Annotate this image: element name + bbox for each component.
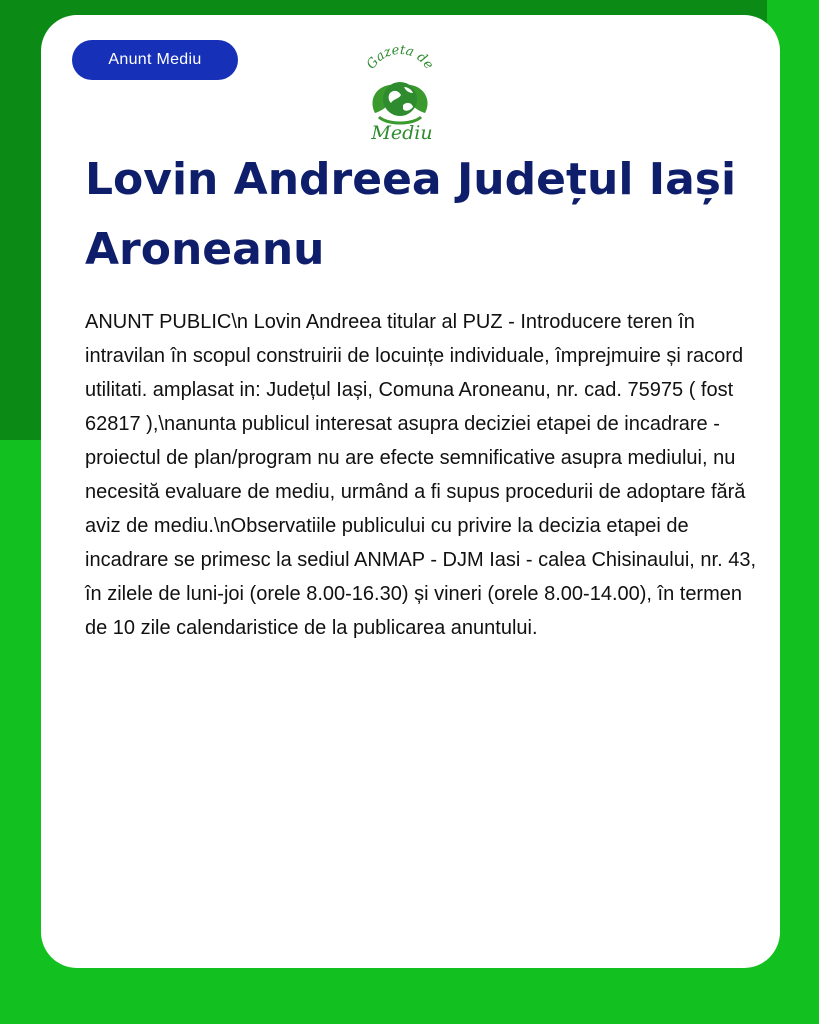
page-title: Lovin Andreea Județul Iași Aroneanu: [85, 154, 737, 275]
gazeta-de-mediu-logo: [357, 43, 443, 143]
svg-text:Mediu: Mediu: [371, 122, 433, 143]
svg-text:Gazeta de: Gazeta de: [363, 43, 437, 73]
announcement-body: ANUNT PUBLIC\n Lovin Andreea titular al PUZ - Introducere teren în intravilan în scopul construirii de locuințe individuale, împrejmuire și racord utilitati. amplasat in: Județul Iași, Comuna Aroneanu, nr. cad. 75975 ( fost 62817 ),\nanunta publicul interesat asupra deciziei etapei de incadrare - proiectul de plan/program nu are efecte semnificative asupra mediului, nu necesită evaluare de mediu, urmând a fi supus procedurii de adoptare fără aviz de mediu.\nObservatiile publicului cu privire la decizia etapei de incadrare se primesc la sediul ANMAP - DJM Iasi - calea Chisinaului, nr. 43, în zilele de luni-joi (orele 8.00-16.30) și vineri (orele 8.00-14.00), în termen de 10 zile calendaristice de la publicarea anuntului.: [85, 311, 757, 639]
announcement-card: [41, 15, 780, 968]
globe-leaf-icon: [357, 43, 443, 143]
category-badge[interactable]: Anunt Mediu: [72, 40, 238, 80]
